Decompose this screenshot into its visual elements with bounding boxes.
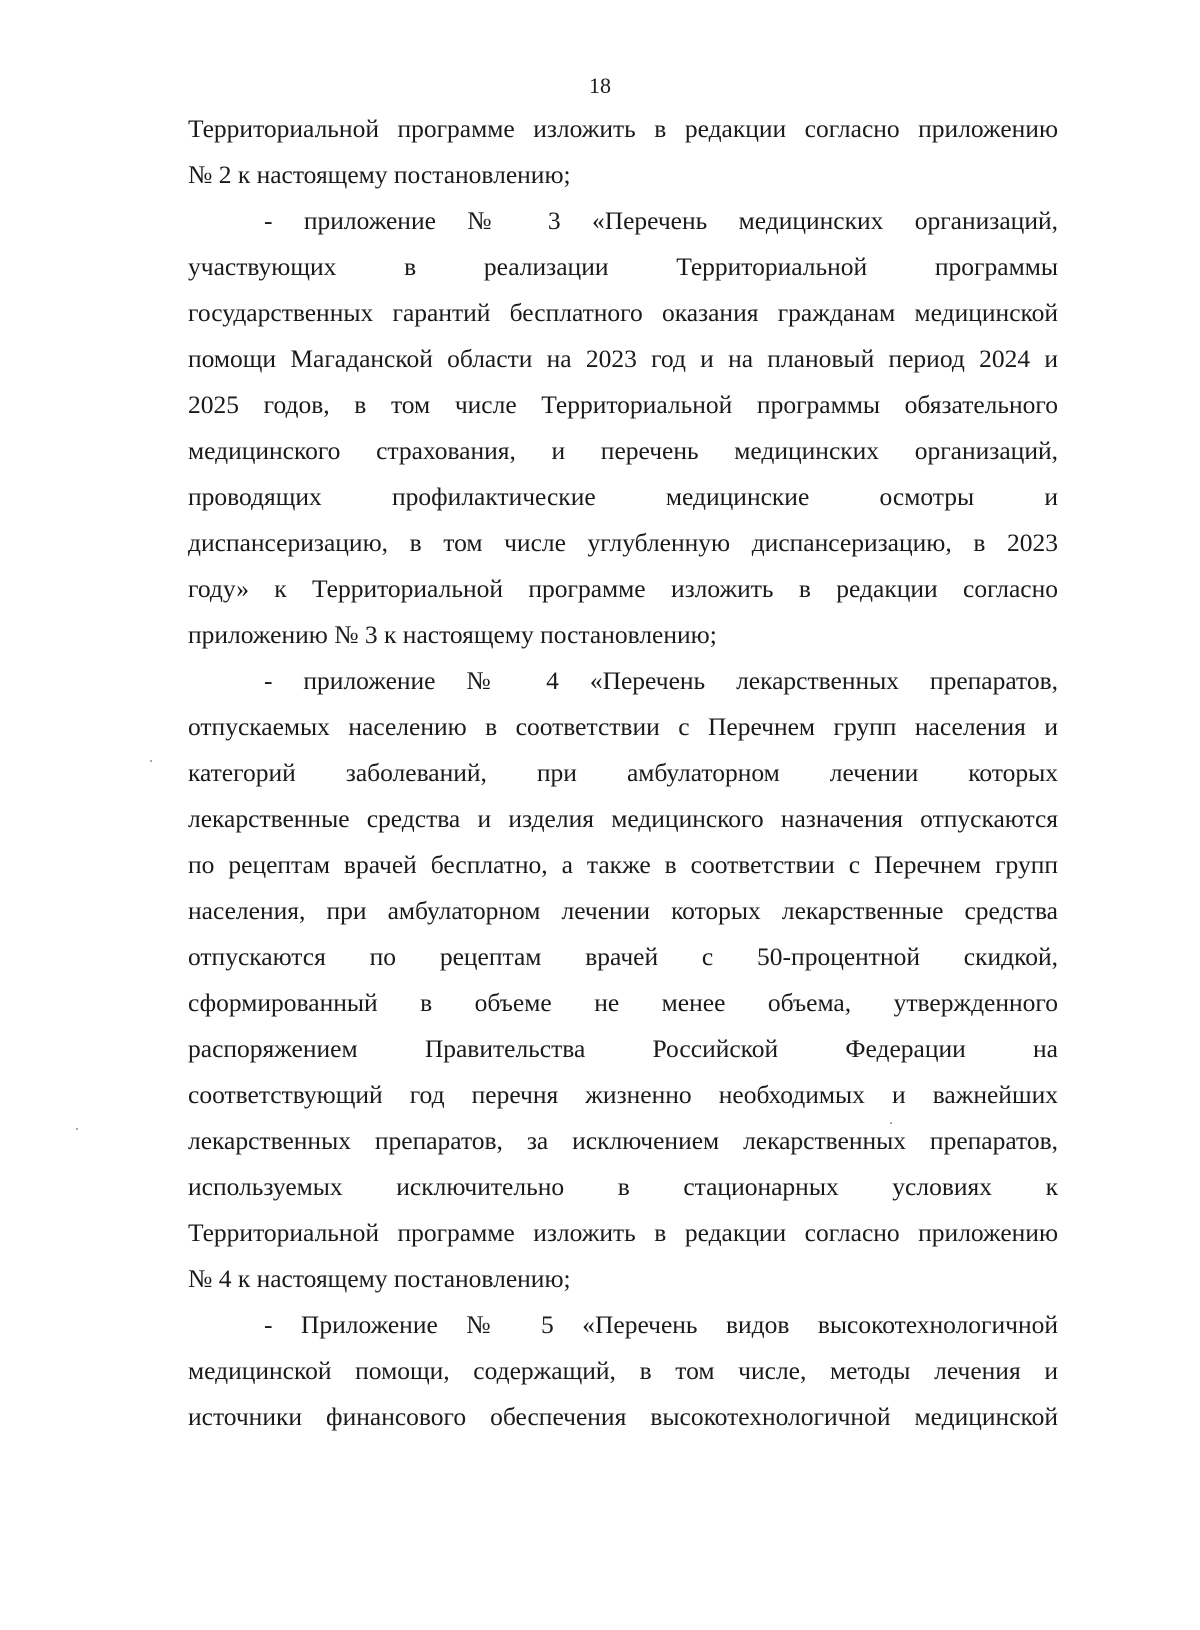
text-line: отпускаемых населению в соответствии с Перечнем групп населения и: [188, 712, 1058, 741]
text-line: Территориальной программе изложить в редакции согласно приложению: [188, 1218, 1058, 1247]
document-body: [188, 106, 1058, 1440]
text-line: источники финансового обеспечения высокотехнологичной медицинской: [188, 1402, 1058, 1431]
text-line: - приложение № 3 «Перечень медицинских организаций,: [264, 206, 1058, 235]
scan-speck: [150, 760, 152, 762]
scan-speck: [76, 1128, 78, 1130]
text-line: населения, при амбулаторном лечении которых лекарственные средства: [188, 896, 1058, 925]
text-line: распоряжением Правительства Российской Федерации на: [188, 1034, 1058, 1063]
text-line: лекарственные средства и изделия медицинского назначения отпускаются: [188, 804, 1058, 833]
text-line: участвующих в реализации Территориальной программы: [188, 252, 1058, 281]
text-line: отпускаются по рецептам врачей с 50-процентной скидкой,: [188, 942, 1058, 971]
text-line: - приложение № 4 «Перечень лекарственных препаратов,: [264, 666, 1058, 695]
text-line: - Приложение № 5 «Перечень видов высокотехнологичной: [264, 1310, 1058, 1339]
text-line: Территориальной программе изложить в редакции согласно приложению: [188, 114, 1058, 143]
text-line: государственных гарантий бесплатного оказания гражданам медицинской: [188, 298, 1058, 327]
text-line: медицинской помощи, содержащий, в том числе, методы лечения и: [188, 1356, 1058, 1385]
text-line: году» к Территориальной программе изложить в редакции согласно: [188, 574, 1058, 603]
text-line: медицинского страхования, и перечень медицинских организаций,: [188, 436, 1058, 465]
text-line: используемых исключительно в стационарных условиях к: [188, 1172, 1058, 1201]
text-line: категорий заболеваний, при амбулаторном лечении которых: [188, 758, 1058, 787]
text-line: 2025 годов, в том числе Территориальной программы обязательного: [188, 390, 1058, 419]
text-line: диспансеризацию, в том числе углубленную диспансеризацию, в 2023: [188, 528, 1058, 557]
page-number: 18: [589, 73, 611, 98]
text-line: по рецептам врачей бесплатно, а также в соответствии с Перечнем групп: [188, 850, 1058, 879]
text-line: лекарственных препаратов, за исключением лекарственных препаратов,: [188, 1126, 1058, 1155]
text-line: соответствующий год перечня жизненно необходимых и важнейших: [188, 1080, 1058, 1109]
text-line: сформированный в объеме не менее объема, утвержденного: [188, 988, 1058, 1017]
text-line: помощи Магаданской области на 2023 год и на плановый период 2024 и: [188, 344, 1058, 373]
text-line: проводящих профилактические медицинские осмотры и: [188, 482, 1058, 511]
text-line: № 2 к настоящему постановлению;: [188, 160, 571, 189]
text-line: № 4 к настоящему постановлению;: [188, 1264, 571, 1293]
scan-speck: [890, 1122, 892, 1124]
text-line: приложению № 3 к настоящему постановлению;: [188, 620, 717, 649]
